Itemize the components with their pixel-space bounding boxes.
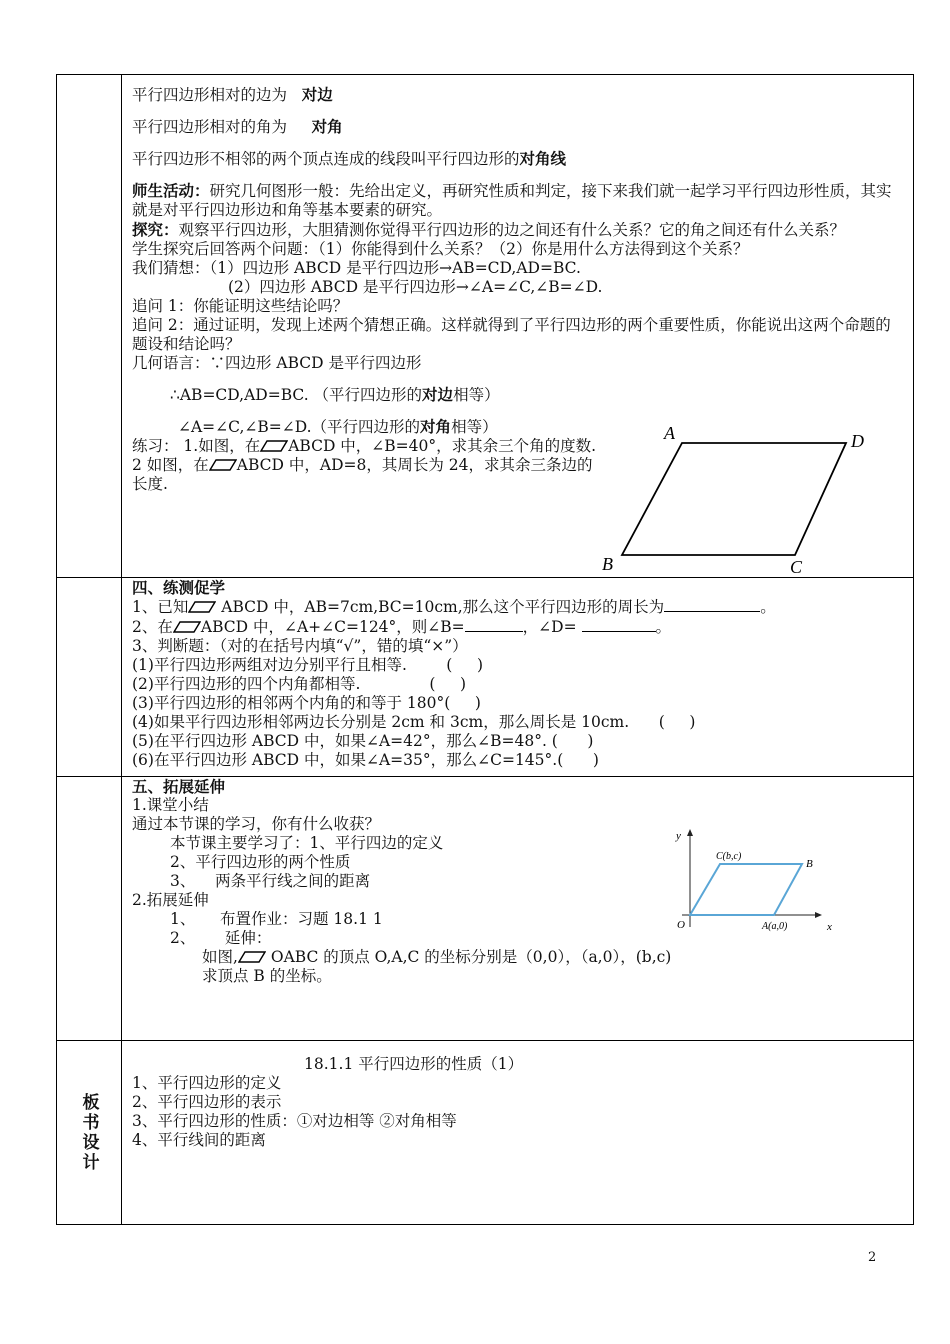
practice-question-2: 2、在 ABCD 中，∠A+∠C=124°，则∠B= ，∠D= 。	[132, 618, 672, 636]
true-false-item-1: (1)平行四边形两组对边分别平行且相等. ( )	[132, 656, 484, 674]
summary-question: 通过本节课的学习，你有什么收获？	[132, 815, 381, 833]
extension-heading: 2.拓展延伸	[132, 891, 209, 909]
extension-problem-ask: 求顶点 B 的坐标。	[202, 967, 332, 985]
parallelogram-abcd-shape	[622, 443, 846, 555]
true-false-item-3: (3)平行四边形的相邻两个内角的和等于 180°( )	[132, 694, 481, 712]
homework-item: 1、 布置作业：习题 18.1 1	[170, 910, 383, 928]
true-false-item-5: (5)在平行四边形 ABCD 中，如果∠A=42°，那么∠B=48°. ( )	[132, 732, 594, 750]
parallelogram-symbol-icon	[238, 951, 266, 963]
parallelogram-abcd-figure	[602, 425, 892, 575]
conclusion-sides: ∴AB=CD,AD=BC. （平行四边形的对边相等）	[170, 385, 500, 404]
graph-label-x: x	[827, 921, 832, 933]
conclusion-angles: ∠A=∠C,∠B=∠D.（平行四边形的对角相等）	[178, 417, 498, 436]
true-false-item-2: (2)平行四边形的四个内角都相等. ( )	[132, 675, 467, 693]
summary-point-1: 本节课主要学习了：1、平行四边的定义	[170, 834, 444, 852]
answer-blank-angle-d[interactable]	[582, 617, 656, 632]
row-extension	[57, 777, 914, 1041]
coordinate-graph-figure	[662, 827, 842, 939]
practice-question-1: 1、已知 ABCD 中，AB=7cm,BC=10cm,那么这个平行四边形的周长为 。	[132, 598, 776, 616]
content-cell-extension	[122, 777, 914, 1041]
true-false-instructions: 3、判断题：（对的在括号内填“√”，错的填“×”）	[132, 637, 468, 655]
extension-problem: 如图, OABC 的顶点 O,A,C 的坐标分别是（0,0），（a,0），(b,c)	[202, 948, 672, 966]
vertex-label-a: A	[664, 425, 675, 443]
summary-point-3: 3、 两条平行线之间的距离	[170, 872, 371, 890]
exercise-1: 练习： 1.如图，在 ABCD 中，∠B=40°，求其余三个角的度数.	[132, 437, 597, 455]
true-false-item-4: (4)如果平行四边形相邻两边长分别是 2cm 和 3cm，那么周长是 10cm. ( )	[132, 713, 696, 731]
graph-label-a: A(a,0)	[762, 921, 788, 932]
true-false-item-6: (6)在平行四边形 ABCD 中，如果∠A=35°，那么∠C=145°.( )	[132, 751, 599, 769]
left-cell-empty	[57, 578, 122, 777]
guess-angles: (2）四边形 ABCD 是平行四边形→∠A=∠C,∠B=∠D.	[228, 278, 603, 296]
definition-diagonal: 平行四边形不相邻的两个顶点连成的线段叫平行四边形的对角线	[132, 149, 567, 168]
board-title: 18.1.1 平行四边形的性质（1）	[304, 1055, 524, 1073]
board-line-3: 3、平行四边形的性质：①对边相等 ②对角相等	[132, 1112, 457, 1130]
graph-label-b: B	[806, 858, 813, 870]
summary-point-2: 2、平行四边形的两个性质	[170, 853, 351, 871]
exercise-2: 2 如图，在 ABCD 中，AD=8，其周长为 24，求其余三条边的长度.	[132, 456, 593, 493]
board-design-label-cell	[57, 1041, 122, 1225]
board-design-label: 板书设计	[78, 1092, 99, 1173]
graph-label-c: C(b,c)	[716, 851, 742, 862]
answer-blank-perimeter[interactable]	[664, 597, 760, 612]
content-cell-practice	[122, 578, 914, 777]
section-four-title: 四、练测促学	[132, 578, 226, 597]
answer-blank-angle-b[interactable]	[465, 617, 523, 632]
section-five-title: 五、拓展延伸	[132, 777, 226, 796]
board-line-4: 4、平行线间的距离	[132, 1131, 266, 1149]
vertex-label-c: C	[790, 557, 803, 575]
extension-item: 2、 延伸：	[170, 929, 272, 947]
teacher-student-activity: 师生活动：研究几何图形一般：先给出定义，再研究性质和判定，接下来我们就一起学习平行四边形性质，其实就是对平行四边形边和角等基本要素的研究。	[132, 181, 892, 219]
parallelogram-symbol-icon	[188, 601, 216, 613]
vertex-label-d: D	[851, 431, 864, 451]
content-cell-exploration	[122, 75, 914, 578]
definition-opposite-sides: 平行四边形相对的边为 对边	[132, 85, 333, 104]
content-cell-board	[122, 1041, 914, 1225]
x-axis-arrow-icon	[815, 912, 822, 918]
follow-up-1: 追问 1：你能证明这些结论吗？	[132, 297, 349, 315]
follow-up-2: 追问 2：通过证明，发现上述两个猜想正确。这样就得到了平行四边形的两个重要性质，你能说出这两个命题的题设和结论吗？	[132, 316, 891, 353]
board-line-1: 1、平行四边形的定义	[132, 1074, 282, 1092]
graph-label-o: O	[677, 919, 685, 931]
page-number: 2	[868, 1250, 877, 1265]
guess-sides: 我们猜想：（1）四边形 ABCD 是平行四边形→AB=CD,AD=BC.	[132, 259, 581, 277]
parallelogram-oabc-shape	[690, 864, 802, 915]
graph-label-y: y	[676, 830, 681, 842]
parallelogram-symbol-icon	[173, 621, 201, 633]
row-practice	[57, 578, 914, 777]
vertex-label-b: B	[602, 554, 613, 574]
left-cell-empty	[57, 777, 122, 1041]
parallelogram-symbol-icon	[209, 459, 237, 471]
board-line-2: 2、平行四边形的表示	[132, 1093, 282, 1111]
explore-prompt: 探究：观察平行四边形，大胆猜测你觉得平行四边形的边之间还有什么关系？它的角之间还有什么关系？	[132, 220, 846, 239]
parallelogram-symbol-icon	[260, 440, 288, 452]
geometry-language: 几何语言：∵四边形 ABCD 是平行四边形	[132, 354, 422, 372]
summary-heading: 1.课堂小结	[132, 796, 209, 814]
left-cell-empty	[57, 75, 122, 578]
row-board-design	[57, 1041, 914, 1225]
y-axis-arrow-icon	[687, 829, 693, 836]
lesson-table	[56, 74, 914, 1225]
two-questions: 学生探究后回答两个问题：（1）你能得到什么关系？（2）你是用什么方法得到这个关系？	[132, 240, 749, 258]
definition-opposite-angles: 平行四边形相对的角为 对角	[132, 117, 343, 136]
row-exploration	[57, 75, 914, 578]
